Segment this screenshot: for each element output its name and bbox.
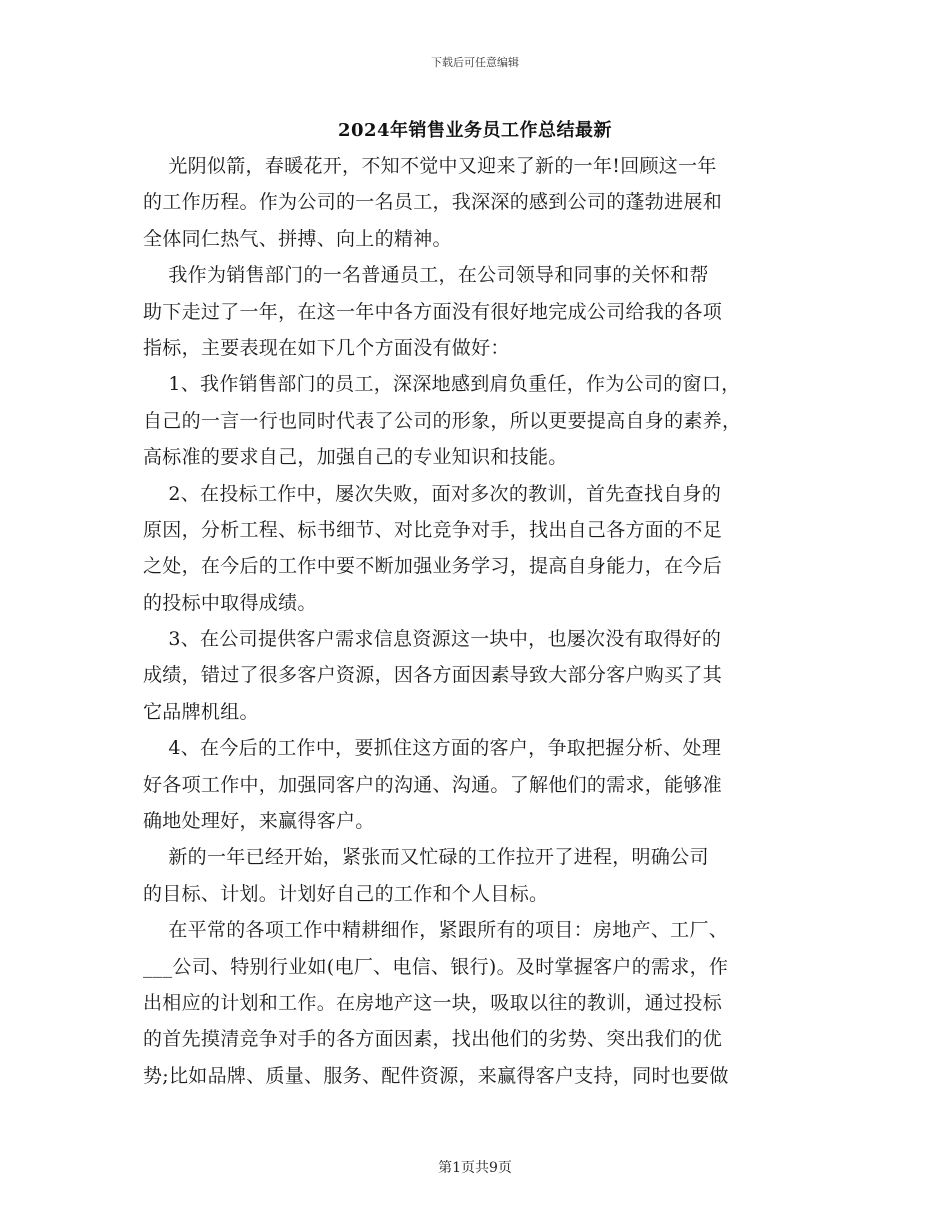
document-body [143, 148, 811, 1094]
paragraph-daily-work [143, 912, 811, 1094]
text-line: 指标，主要表现在如下几个方面没有做好： [143, 336, 510, 359]
text-line: 2、在投标工作中，屡次失败，面对多次的教训，首先查找自身的 [143, 482, 722, 505]
text-line: 新的一年已经开始，紧张而又忙碌的工作拉开了进程，明确公司 [143, 846, 709, 869]
paragraph-item-2 [143, 476, 811, 622]
text-line: 高标准的要求自己，加强自己的专业知识和技能。 [143, 446, 568, 469]
text-line: 好各项工作中，加强同客户的沟通、沟通。了解他们的需求，能够准 [143, 773, 723, 796]
text-line: 3、在公司提供客户需求信息资源这一块中，也屡次没有取得好的 [143, 628, 722, 651]
text-line: 我作为销售部门的一名普通员工，在公司领导和同事的关怀和帮 [143, 264, 709, 287]
paragraph-new-year [143, 839, 811, 912]
text-line: 的投标中取得成绩。 [143, 591, 317, 614]
text-line: 它品牌机组。 [143, 700, 259, 723]
paragraph-shortcomings [143, 257, 811, 366]
document-title: 2024年销售业务员工作总结最新 [337, 120, 613, 141]
text-line: 自己的一言一行也同时代表了公司的形象，所以更要提高自身的素养， [143, 409, 742, 432]
text-line: 4、在今后的工作中，要抓住这方面的客户，争取把握分析、处理 [143, 737, 722, 760]
text-line: 光阴似箭，春暖花开，不知不觉中又迎来了新的一年!回顾这一年 [143, 155, 717, 177]
text-line: ___公司、特别行业如(电厂、电信、银行)。及时掌握客户的需求，作 [143, 955, 729, 978]
text-line: 在平常的各项工作中精耕细作，紧跟所有的项目：房地产、工厂、 [143, 919, 729, 942]
text-line: 成绩，错过了很多客户资源，因各方面因素导致大部分客户购买了其 [143, 664, 723, 687]
page-header-note: 下载后可任意编辑 [431, 56, 519, 69]
text-line: 的首先摸清竞争对手的各方面因素，找出他们的劣势、突出我们的优 [143, 1028, 723, 1051]
text-line: 的工作历程。作为公司的一名员工，我深深的感到公司的蓬勃进展和 [143, 191, 723, 214]
paragraph-item-4 [143, 730, 811, 839]
text-line: 势;比如品牌、质量、服务、配件资源，来赢得客户支持，同时也要做 [143, 1064, 729, 1087]
text-line: 助下走过了一年，在这一年中各方面没有很好地完成公司给我的各项 [143, 300, 723, 323]
text-line: 1、我作销售部门的员工，深深地感到肩负重任，作为公司的窗口， [143, 373, 741, 396]
paragraph-intro [143, 148, 811, 257]
paragraph-item-3 [143, 621, 811, 730]
page-number: 第1页共9页 [438, 1160, 512, 1176]
text-line: 之处，在今后的工作中要不断加强业务学习，提高自身能力，在今后 [143, 555, 723, 578]
text-line: 全体同仁热气、拼搏、向上的精神。 [143, 227, 452, 250]
text-line: 确地处理好，来赢得客户。 [143, 810, 375, 833]
text-line: 的目标、计划。计划好自己的工作和个人目标。 [143, 882, 549, 905]
paragraph-item-1 [143, 366, 811, 475]
text-line: 原因，分析工程、标书细节、对比竞争对手，找出自己各方面的不足 [143, 518, 723, 541]
text-line: 出相应的计划和工作。在房地产这一块，吸取以往的教训，通过投标 [143, 991, 723, 1014]
